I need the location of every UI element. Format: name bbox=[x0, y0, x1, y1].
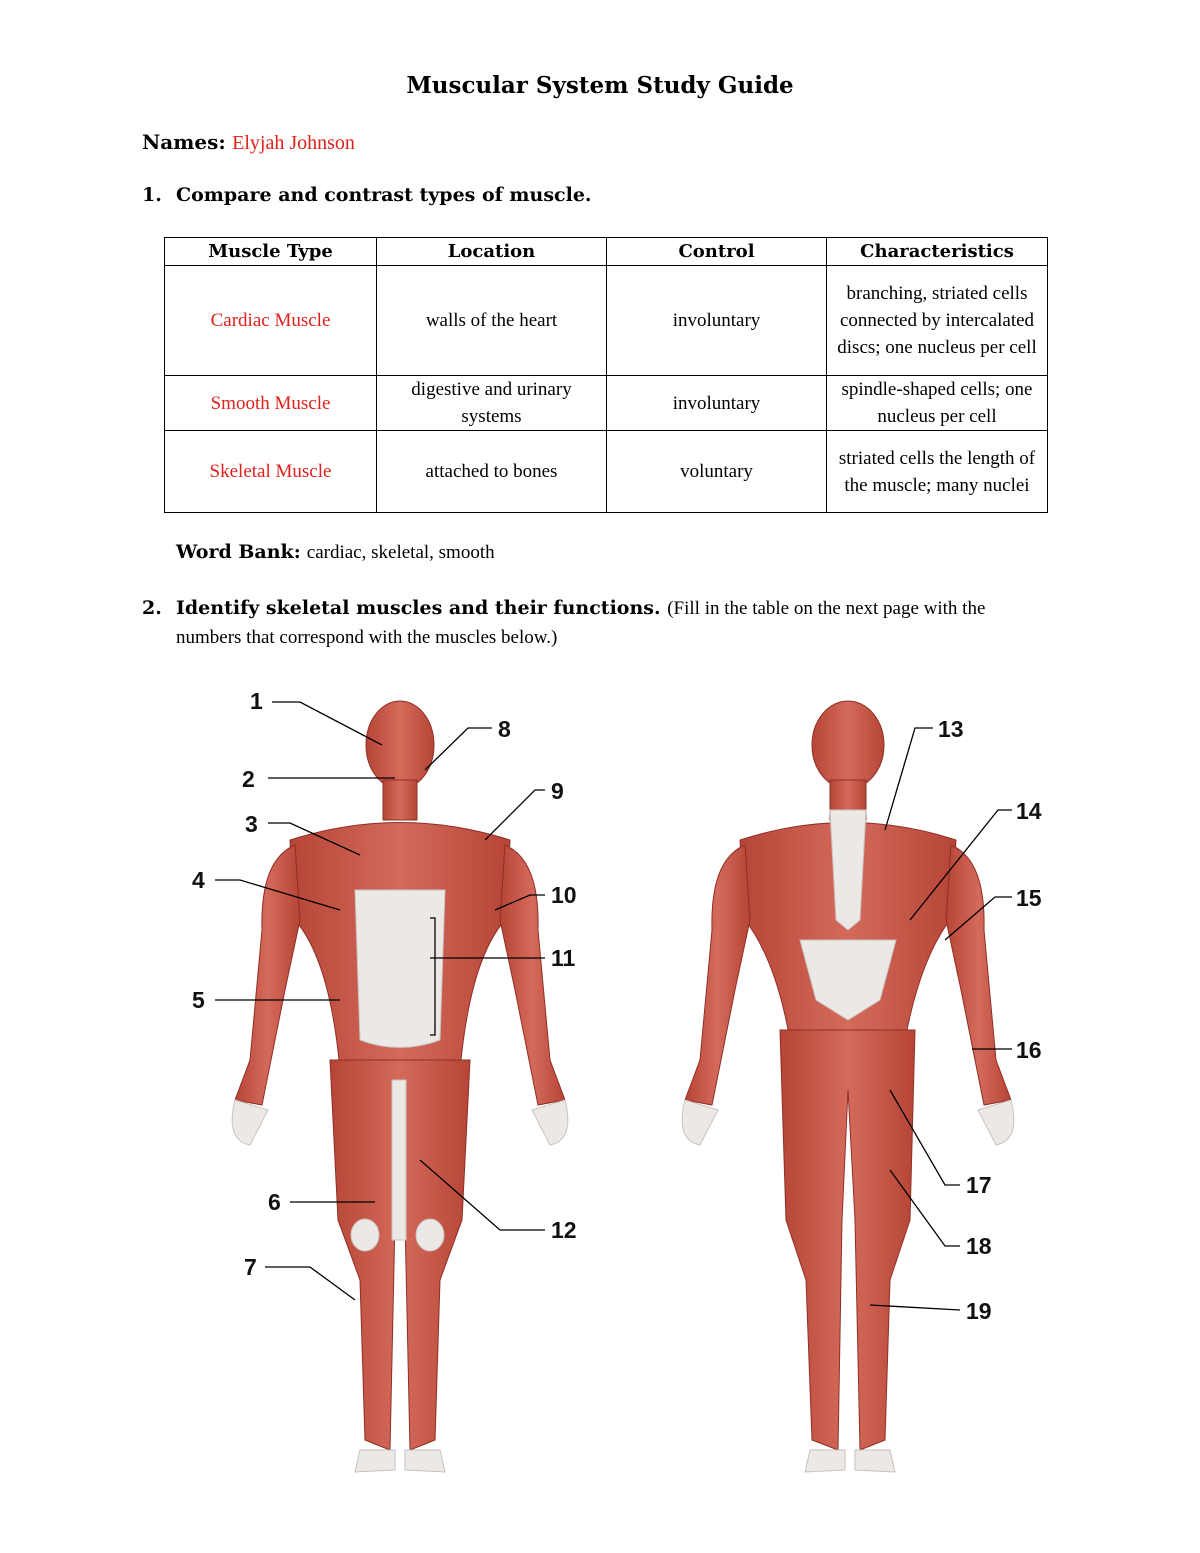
word-bank bbox=[176, 541, 495, 564]
table-header-row bbox=[165, 238, 1048, 266]
question-2-number: 2. bbox=[142, 597, 162, 619]
page-title: Muscular System Study Guide bbox=[406, 72, 794, 99]
figure-label: 12 bbox=[551, 1217, 577, 1243]
names-label: Names: bbox=[142, 130, 226, 154]
question-2 bbox=[142, 594, 1042, 652]
figure-label: 7 bbox=[244, 1254, 257, 1280]
cell-characteristics: spindle-shaped cells; one nucleus per cell bbox=[827, 376, 1048, 431]
figure-label: 14 bbox=[1016, 798, 1042, 824]
table-row bbox=[165, 266, 1048, 376]
question-2-bold: Identify skeletal muscles and their functions. bbox=[176, 597, 661, 619]
figure-label: 3 bbox=[245, 811, 258, 837]
figure-label: 8 bbox=[498, 716, 511, 742]
question-1-number: 1. bbox=[142, 184, 162, 206]
names-line bbox=[142, 130, 355, 155]
figure-label: 5 bbox=[192, 987, 205, 1013]
figure-label: 9 bbox=[551, 778, 564, 804]
figure-label: 1 bbox=[250, 688, 263, 714]
cell-location: walls of the heart bbox=[377, 266, 607, 376]
header-characteristics: Characteristics bbox=[827, 238, 1048, 266]
table-row bbox=[165, 376, 1048, 431]
figure-label: 16 bbox=[1016, 1037, 1042, 1063]
header-location: Location bbox=[377, 238, 607, 266]
cell-location: attached to bones bbox=[377, 431, 607, 513]
figure-label: 4 bbox=[192, 867, 205, 893]
figure-label: 11 bbox=[551, 945, 576, 971]
cell-characteristics: striated cells the length of the muscle; many nuclei bbox=[827, 431, 1048, 513]
muscle-types-table bbox=[164, 237, 1048, 513]
word-bank-label: Word Bank: bbox=[176, 541, 301, 563]
figure-label: 15 bbox=[1016, 885, 1042, 911]
question-2-continuation: numbers that correspond with the muscles below.) bbox=[176, 627, 558, 648]
question-1-text: Compare and contrast types of muscle. bbox=[176, 184, 592, 206]
figure-label: 10 bbox=[551, 882, 577, 908]
figure-label: 6 bbox=[268, 1189, 281, 1215]
figure-label: 13 bbox=[938, 716, 964, 742]
cell-characteristics: branching, striated cells connected by intercalated discs; one nucleus per cell bbox=[827, 266, 1048, 376]
figure-label: 19 bbox=[966, 1298, 992, 1324]
cell-control: involuntary bbox=[607, 376, 827, 431]
muscle-diagram bbox=[0, 660, 1200, 1550]
figure-label: 17 bbox=[966, 1172, 992, 1198]
figure-label: 18 bbox=[966, 1233, 992, 1259]
figure-number-labels bbox=[192, 688, 1042, 1324]
cell-type: Skeletal Muscle bbox=[165, 431, 377, 513]
anterior-body-figure bbox=[235, 701, 565, 1450]
cell-type: Cardiac Muscle bbox=[165, 266, 377, 376]
header-muscle-type: Muscle Type bbox=[165, 238, 377, 266]
cell-control: voluntary bbox=[607, 431, 827, 513]
figure-label: 2 bbox=[242, 766, 255, 792]
word-bank-value: cardiac, skeletal, smooth bbox=[306, 542, 495, 563]
names-value: Elyjah Johnson bbox=[232, 132, 355, 154]
header-control: Control bbox=[607, 238, 827, 266]
cell-location: digestive and urinary systems bbox=[377, 376, 607, 431]
table-row bbox=[165, 431, 1048, 513]
question-1 bbox=[142, 184, 592, 206]
question-2-instructions: (Fill in the table on the next page with the bbox=[667, 598, 986, 619]
cell-control: involuntary bbox=[607, 266, 827, 376]
cell-type: Smooth Muscle bbox=[165, 376, 377, 431]
